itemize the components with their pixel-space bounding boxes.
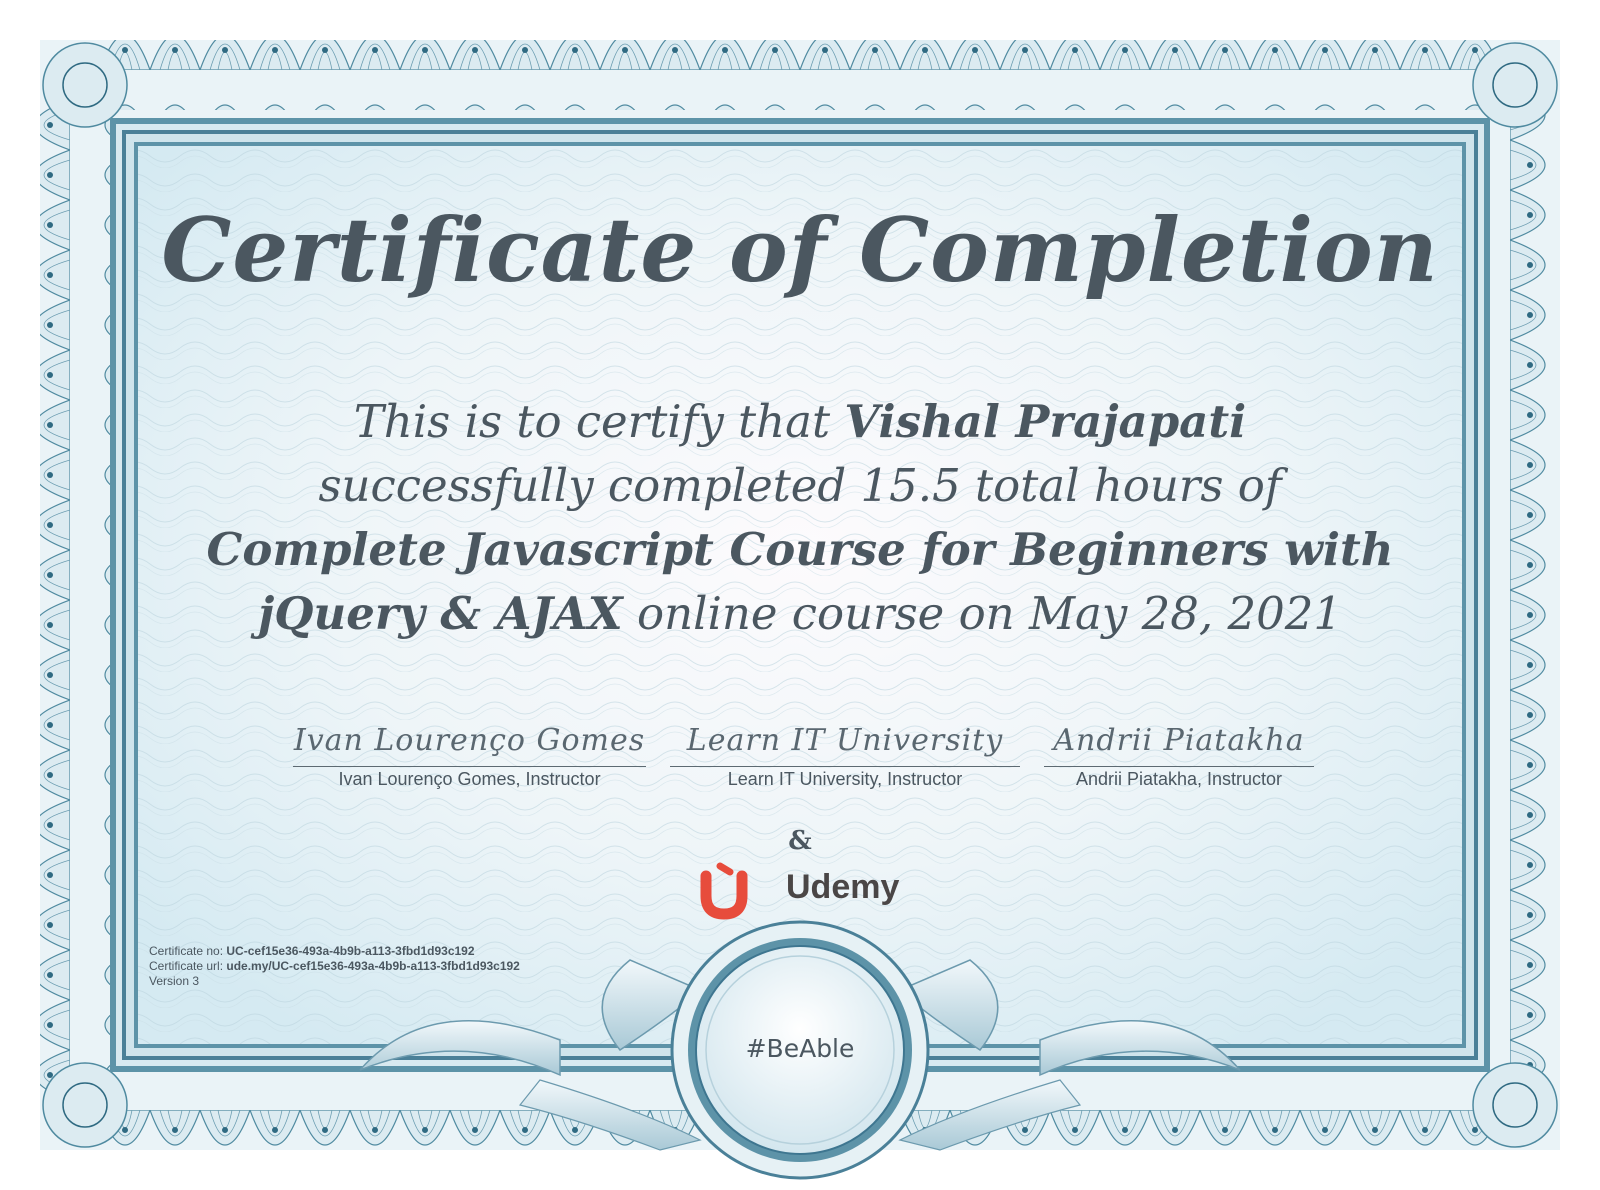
- signature-caption: Learn IT University, Instructor: [727, 769, 963, 789]
- signature-line: [670, 766, 1020, 767]
- certificate-statement: [140, 390, 1460, 646]
- certificate-number-row: [149, 944, 520, 959]
- hours-text: successfully completed 15.5 total hours of: [318, 459, 1282, 512]
- signature-script: Learn IT University: [686, 723, 1004, 758]
- signature-caption: Ivan Lourenço Gomes, Instructor: [338, 769, 601, 789]
- ampersand: &: [788, 826, 812, 856]
- certificate-number-label: Certificate no:: [149, 944, 224, 958]
- recipient-name: Vishal Prajapati: [844, 395, 1247, 448]
- signature-caption: Andrii Piatakha, Instructor: [1075, 769, 1283, 789]
- certificate-title: Certificate of Completion: [161, 198, 1439, 302]
- signature-block-2: [670, 718, 1020, 790]
- signature-script: Ivan Lourenço Gomes: [293, 723, 646, 758]
- certificate-url: ude.my/UC-cef15e36-493a-4b9b-a113-3fbd1d93c192: [226, 959, 520, 973]
- signature-block-3: [1044, 718, 1314, 790]
- course-title-line2: jQuery & AJAX: [258, 587, 623, 640]
- certificate-number: UC-cef15e36-493a-4b9b-a113-3fbd1d93c192: [226, 944, 475, 958]
- completion-date-text: online course on May 28, 2021: [637, 587, 1342, 640]
- intro-text: This is to certify that: [353, 395, 831, 448]
- certificate-version: Version 3: [149, 974, 200, 988]
- signature-script: Andrii Piatakha: [1053, 723, 1305, 758]
- certificate-details: [149, 944, 520, 989]
- certificate-url-label: Certificate url:: [149, 959, 224, 973]
- signature-block-1: [293, 718, 646, 790]
- signature-line: [1044, 766, 1314, 767]
- certificate-url-row: [149, 959, 520, 974]
- seal-hashtag: #BeAble: [745, 1034, 855, 1063]
- udemy-wordmark: Udemy: [786, 868, 900, 906]
- signature-line: [293, 766, 646, 767]
- course-title-line1: Complete Javascript Course for Beginners with: [206, 523, 1394, 576]
